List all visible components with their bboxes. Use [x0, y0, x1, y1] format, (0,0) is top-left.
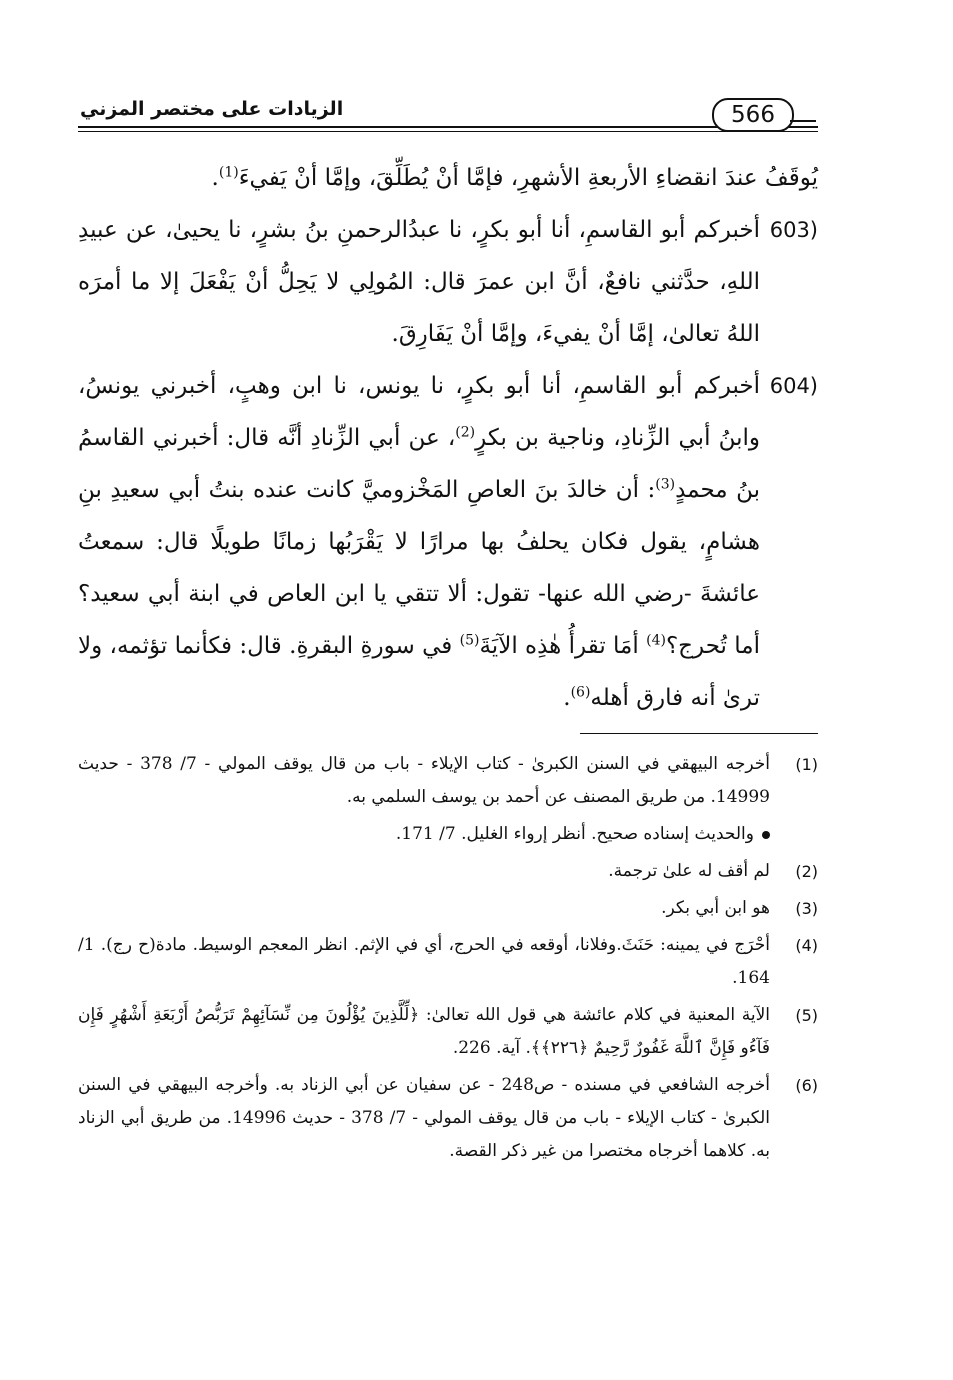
hadith-text: أخبركم أبو القاسمِ، أنا أبو بكرٍ، نا عبدُالرحمنِ بنُ بشرٍ، نا يحيىٰ، عن عبيدِ اللهِ، حدَّثني نافعٌ، أنَّ ابن عمرَ قال: المُولِي لا يَحِلُّ أنْ يَفْعَلَ إلا ما أمرَه اللهُ تعالىٰ، إمَّا أنْ يفيءَ، وإمَّا أنْ يَفَارِقَ.: [78, 217, 760, 347]
running-header-title: الزيادات على مختصر المزني: [80, 98, 344, 120]
header-rule-thin: [78, 131, 818, 132]
footnote-divider: [580, 733, 818, 734]
intro-paragraph: يُوقَفُ عندَ انقضاءِ الأربعةِ الأشهرِ، فإمَّا أنْ يُطَلِّقَ، وإمَّا أنْ يَفيءَ$^{(1)}$.: [211, 164, 818, 191]
footnote-6: [78, 1069, 818, 1168]
footnote-ref-2[interactable]: (2): [455, 424, 476, 441]
footnote-number: (1): [795, 755, 818, 774]
footnote-number: (2): [795, 862, 818, 881]
footnote-text: أحْرَج في يمينه: حَنَثَ.وفلانا، أوقعه في الحرج، أي في الإثم. انظر المعجم الوسيط. مادة(ح رج). 1/ 164.: [78, 935, 770, 988]
footnote-4: [78, 929, 818, 995]
footnote-text: أخرجه الشافعي في مسنده - ص248 - عن سفيان عن أبي الزناد به. وأخرجه البيهقي في السنن الكبرىٰ - كتاب الإيلاء - باب من قال يوقف المولي - 7/ 378 - حديث 14996. من طريق أبي الزناد به. كلاهما أخرجاه مختصرا من غير ذكر القصة.: [78, 1075, 771, 1161]
footnote-number: (3): [795, 899, 818, 918]
footnotes: [78, 748, 818, 1172]
footnote-ref-1[interactable]: (1): [218, 164, 239, 181]
footnote-ref-3[interactable]: (3): [655, 476, 676, 493]
footnote-ref-4[interactable]: (4): [646, 632, 666, 649]
footnote-1-note: [78, 818, 818, 851]
footnote-number: (4): [795, 936, 818, 955]
page-number-tail: [790, 120, 816, 122]
main-text: [78, 152, 818, 724]
header-rule: [78, 126, 818, 128]
footnote-number: (6): [795, 1076, 818, 1095]
hadith-number: 604): [769, 374, 818, 398]
footnote-text: هو ابن أبي بكر.: [661, 898, 770, 918]
footnote-3: [78, 892, 818, 925]
footnote-5: [78, 999, 818, 1065]
bullet-icon: [762, 831, 770, 839]
footnote-1: [78, 748, 818, 814]
footnote-2: [78, 855, 818, 888]
footnote-number: (5): [795, 1006, 818, 1025]
footnote-text: الآية المعنية في كلام عائشة هي قول الله تعالىٰ: ﴿لِّلَّذِينَ يُؤْلُونَ مِن نِّسَآئِهِمْ تَرَبُّصُ أَرْبَعَةِ أَشْهُرٍ فَإِن فَآءُو فَإِنَّ ٱللَّهَ غَفُورٌ رَّحِيمٌ ﴿٢٢٦﴾﴾. آية. 226.: [78, 1005, 770, 1058]
footnote-text: أخرجه البيهقي في السنن الكبرىٰ - كتاب الإيلاء - باب من قال يوقف المولي - 7/ 378 - حديث 14999. من طريق المصنف عن أحمد بن يوسف السلمي به.: [78, 754, 770, 807]
footnote-text: والحديث إسناده صحيح. أنظر إرواء الغليل. 7/ 171.: [395, 824, 754, 844]
page-number: 566: [712, 98, 794, 132]
hadith-number: 603): [769, 218, 818, 242]
footnote-ref-5[interactable]: (5): [459, 632, 480, 649]
hadith-603: [78, 204, 818, 360]
footnote-text: لم أقف له علىٰ ترجمة.: [608, 861, 770, 881]
footnote-ref-6[interactable]: (6): [570, 684, 591, 701]
hadith-604: 604) أخبركم أبو القاسمِ، أنا أبو بكرٍ، نا يونس، نا ابن وهبٍ، أخبرني يونسُ، وابنُ أبي الزِّنادِ، وناجية بن بكرٍ$^{(2)}$، عن أبي الزِّنادِ أنَّه قال: أخبرني القاسمُ بنُ محمدٍ$^{(3)}$: أن خالدَ بنَ العاصِ المَخْزوميَّ كانت عنده بنتُ أبي سعيدِ بنِ هشامٍ، يقول فكان يحلفُ بها مرارًا لا يَقْرَبُها زمانًا طويلًا قال: سمعتُ عائشةَ -رضي الله عنها- تقول: ألا تتقي يا ابن العاص في ابنة أبي سعيد؟ أما تُحرج؟$^{(4)}$ أمَا تقرأُ هٰذِه الآيَةَ$^{(5)}$ في سورةِ البقرةِ. قال: فكأنما تؤثمه، ولا ترىٰ أنه فارق أهله$^{(6)}$.: [78, 360, 818, 724]
